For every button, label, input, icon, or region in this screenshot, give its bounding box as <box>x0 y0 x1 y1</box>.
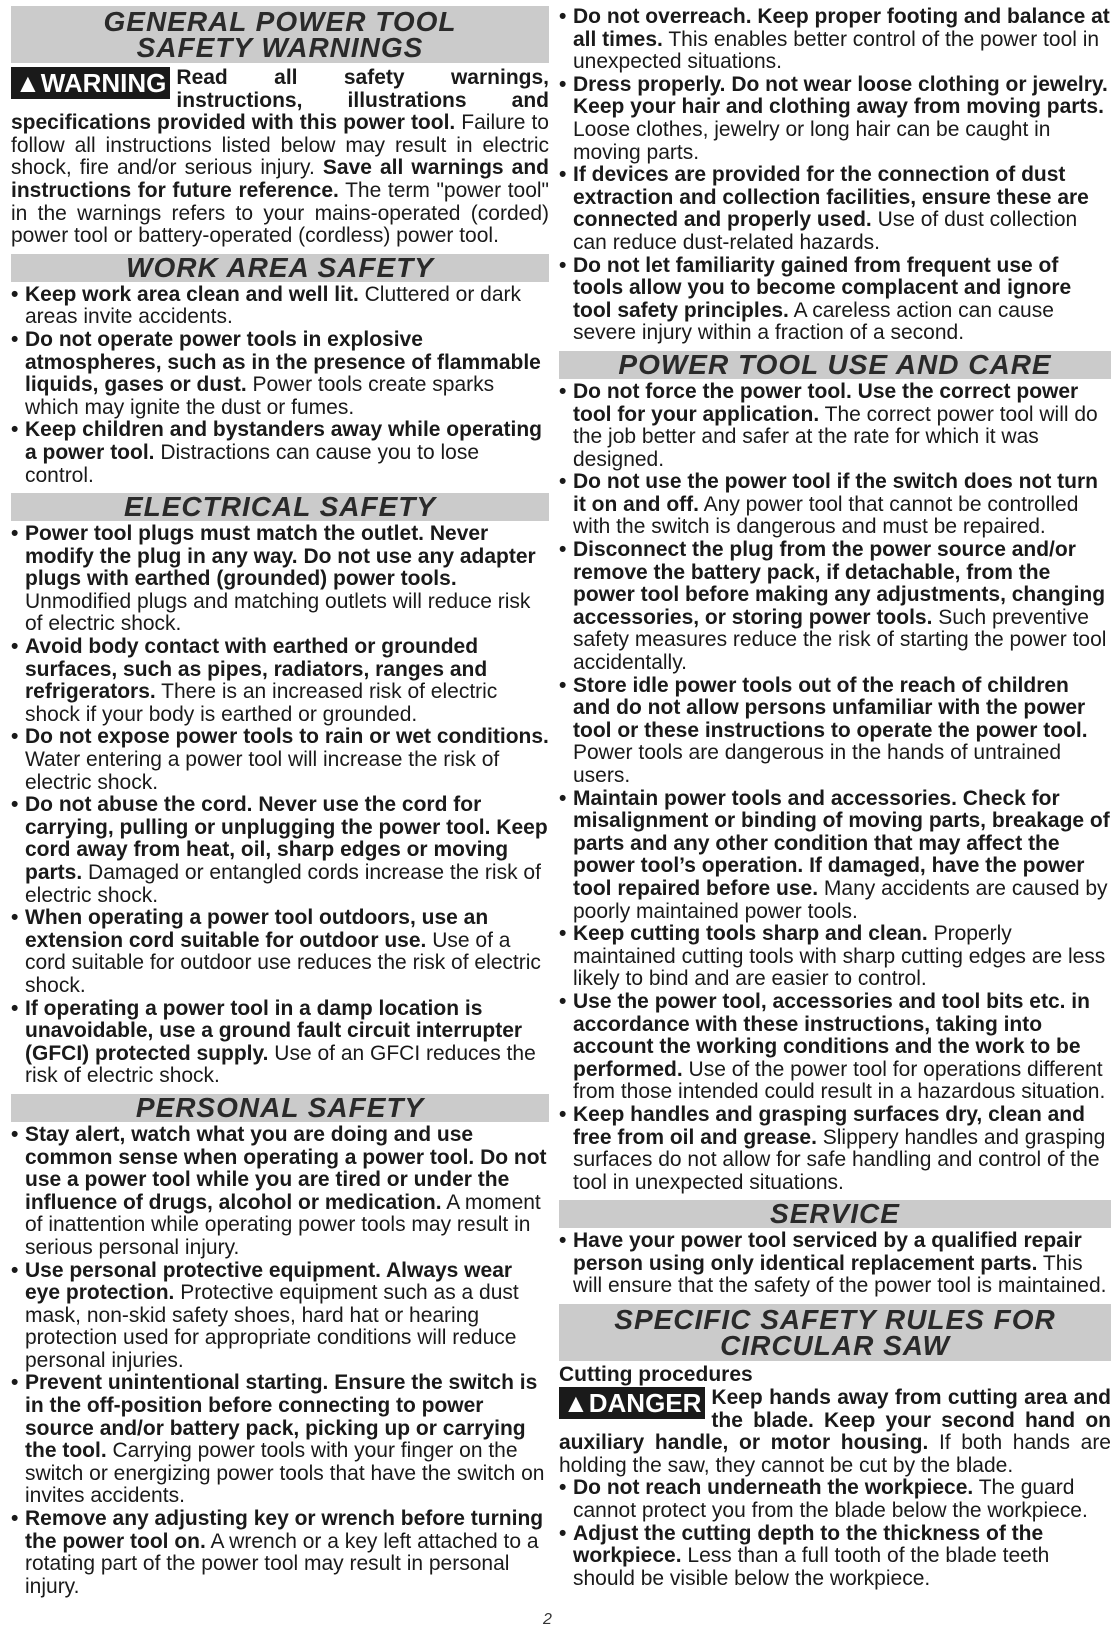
heading-line: SAFETY WARNINGS <box>136 32 424 63</box>
bullet-icon: • <box>11 418 19 442</box>
bullet-icon: • <box>559 922 567 946</box>
safety-item <box>11 794 549 907</box>
safety-item-explanation: Damaged or entangled cords increase the risk of electric shock. <box>25 861 541 907</box>
safety-item <box>11 523 549 636</box>
safety-item-bold: Avoid body contact with earthed or grounded surfaces, such as pipes, radiators, ranges and refrigerators. <box>25 635 488 704</box>
safety-item-explanation: A careless action can cause severe injury within a fraction of a second. <box>573 298 1054 345</box>
work-area-list <box>11 284 549 487</box>
safety-item-explanation: Less than a full tooth of the blade teeth should be visible below the workpiece. <box>573 1544 1050 1590</box>
safety-item-bold: Prevent unintentional starting. Ensure the switch is in the off-position before connecting to power source and/or battery pack, picking up or carrying the tool. <box>25 1371 538 1463</box>
safety-item-text <box>25 1372 549 1508</box>
electrical-heading: ELECTRICAL SAFETY <box>11 493 549 521</box>
safety-item <box>559 991 1111 1104</box>
safety-item-explanation: Properly maintained cutting tools with sharp cutting edges are less likely to bind and are easier to control. <box>573 922 1106 991</box>
bullet-icon: • <box>559 163 567 187</box>
safety-item <box>11 1260 549 1373</box>
bullet-icon: • <box>559 72 567 96</box>
safety-item-explanation: Power tools create sparks which may ignite the dust or fumes. <box>25 373 495 419</box>
safety-item-bold: Use personal protective equipment. Always wear eye protection. <box>25 1258 513 1305</box>
safety-item-explanation: Carrying power tools with your finger on the switch or energizing power tools that have the switch on invites accidents. <box>25 1439 545 1508</box>
warning-label: ▲WARNING <box>11 67 170 99</box>
safety-item <box>559 381 1111 471</box>
bullet-icon: • <box>559 253 567 277</box>
safety-item-explanation: Water entering a power tool will increase the risk of electric shock. <box>25 748 500 794</box>
safety-item-bold: When operating a power tool outdoors, use an extension cord suitable for outdoor use. <box>25 906 489 952</box>
bullet-icon: • <box>11 1371 19 1395</box>
safety-item-text <box>25 907 549 997</box>
bullet-icon: • <box>11 906 19 930</box>
safety-item <box>559 1477 1111 1522</box>
bullet-icon: • <box>559 673 567 697</box>
warning-triangle-icon: ▲ <box>15 68 41 98</box>
safety-item-bold: Keep children and bystanders away while operating a power tool. <box>25 418 542 464</box>
left-column <box>11 6 549 1598</box>
safety-item-explanation: The correct power tool will do the job better and safer at the rate for which it was designed. <box>573 402 1098 471</box>
safety-item-bold: Do not let familiarity gained from frequent use of tools allow you to become complacent and ignore tool safety principles. <box>573 253 1072 322</box>
heading-line: GENERAL POWER TOOL <box>103 6 457 37</box>
safety-item-text <box>573 1477 1111 1522</box>
general-warning-paragraph: ▲WARNING Read all safety warnings, instructions, illustrations and specifications provided with this power tool. Failure to follow all instructions listed below may result in electric shock, fire and/or serious injury. Save all warnings and instructions for future reference. The term "power tool" in the warnings refers to your mains-operated (corded) power tool or battery-operated (cordless) power tool. <box>11 66 550 248</box>
safety-item-text <box>25 1260 549 1373</box>
safety-item-bold: Do not abuse the cord. Never use the cord for carrying, pulling or unplugging the power tool. Keep cord away from heat, oil, sharp edges or moving parts. <box>25 793 548 884</box>
safety-item-explanation: A moment of inattention while operating power tools may result in serious personal injury. <box>25 1190 541 1259</box>
safety-item <box>559 675 1111 788</box>
safety-item <box>559 923 1111 991</box>
safety-item <box>11 907 549 997</box>
safety-item-text <box>573 164 1111 254</box>
safety-item-text <box>573 788 1111 924</box>
safety-item-bold: Disconnect the plug from the power source and/or remove the battery pack, if detachable, from the power tool before making any adjustments, changing accessories, or storing power tools. <box>573 538 1106 629</box>
safety-item-explanation: This will ensure that the safety of the power tool is maintained. <box>573 1251 1107 1298</box>
safety-item-bold: If operating a power tool in a damp location is unavoidable, use a ground fault circuit interrupter (GFCI) protected supply. <box>25 996 523 1065</box>
safety-item-text <box>573 471 1111 539</box>
safety-item-bold: Do not use the power tool if the switch does not turn it on and off. <box>573 470 1098 516</box>
safety-item-text <box>573 675 1111 788</box>
safety-item-bold: Store idle power tools out of the reach of children and do not allow persons unfamiliar with the power tool or these instructions to operate the power tool. <box>573 673 1088 742</box>
safety-item-explanation: Loose clothes, jewelry or long hair can be caught in moving parts. <box>573 117 1051 164</box>
safety-item-bold: Power tool plugs must match the outlet. Never modify the plug in any way. Do not use any adapter plugs with earthed (grounded) power tools. <box>25 522 536 591</box>
safety-item <box>559 6 1111 74</box>
safety-item <box>559 471 1111 539</box>
bullet-icon: • <box>11 725 19 749</box>
safety-item-bold: Do not force the power tool. Use the correct power tool for your application. <box>573 379 1079 426</box>
electrical-list <box>11 523 549 1088</box>
safety-item-explanation: A wrench or a key left attached to a rotating part of the power tool may result in personal injury. <box>25 1529 539 1598</box>
cutting-procedures-subhead: Cutting procedures <box>559 1363 753 1387</box>
safety-item-explanation: Use of dust collection can reduce dust-related hazards. <box>573 208 1078 254</box>
bullet-icon: • <box>559 470 567 494</box>
service-heading: SERVICE <box>559 1200 1111 1228</box>
safety-item-text <box>573 255 1111 345</box>
safety-item-explanation: Use of an GFCI reduces the risk of electric shock. <box>25 1041 536 1088</box>
safety-item-explanation: There is an increased risk of electric shock if your body is earthed or grounded. <box>25 680 498 726</box>
safety-item <box>559 1523 1111 1591</box>
specific-rules-heading <box>559 1304 1111 1361</box>
safety-item <box>559 255 1111 345</box>
bullet-icon: • <box>559 1521 567 1545</box>
safety-item-bold: Keep handles and grasping surfaces dry, clean and free from oil and grease. <box>573 1102 1085 1149</box>
safety-item <box>559 164 1111 254</box>
safety-item-bold: Dress properly. Do not wear loose clothing or jewelry. Keep your hair and clothing away from moving parts. <box>573 72 1108 119</box>
safety-item-explanation: Protective equipment such as a dust mask, non-skid safety shoes, hard hat or hearing protection used for appropriate conditions will reduce personal injuries. <box>25 1281 519 1372</box>
safety-item <box>559 539 1111 675</box>
safety-item <box>11 1372 549 1508</box>
safety-item-bold: Have your power tool serviced by a qualified repair person using only identical replacement parts. <box>573 1229 1082 1275</box>
bullet-icon: • <box>11 1507 19 1531</box>
safety-item <box>559 74 1111 164</box>
safety-item-text <box>573 539 1111 675</box>
safety-item <box>11 284 549 329</box>
safety-item-explanation: Use of the power tool for operations different from those intended could result in a hazardous situation. <box>573 1057 1106 1104</box>
safety-item-bold: Use the power tool, accessories and tool bits etc. in accordance with these instructions, taking into account the working conditions and the work to be performed. <box>573 989 1090 1081</box>
safety-item <box>559 788 1111 924</box>
safety-item-text <box>25 419 549 487</box>
bullet-icon: • <box>11 522 19 546</box>
safety-item <box>11 1508 549 1598</box>
safety-item-explanation: This enables better control of the power tool in unexpected situations. <box>573 27 1100 74</box>
bullet-icon: • <box>559 1476 567 1500</box>
danger-triangle-icon: ▲ <box>563 1388 589 1419</box>
safety-item-text <box>25 1124 549 1260</box>
safety-item-bold: Do not expose power tools to rain or wet conditions. <box>25 725 549 749</box>
use-care-heading: POWER TOOL USE AND CARE <box>559 351 1111 379</box>
safety-item-text <box>573 1523 1111 1591</box>
safety-item-text <box>573 991 1111 1104</box>
bullet-icon: • <box>559 379 567 403</box>
bullet-icon: • <box>11 282 19 306</box>
bullet-icon: • <box>559 5 567 28</box>
safety-item-bold: Keep cutting tools sharp and clean. <box>573 922 928 946</box>
heading-line: SPECIFIC SAFETY RULES FOR <box>614 1304 1056 1336</box>
bullet-icon: • <box>559 786 567 810</box>
danger-label: ▲DANGER <box>559 1387 705 1419</box>
safety-item-text <box>573 1230 1111 1298</box>
safety-item <box>11 1124 549 1260</box>
safety-item-explanation: Use of a cord suitable for outdoor use reduces the risk of electric shock. <box>25 928 541 997</box>
safety-item-text <box>573 1104 1111 1194</box>
safety-item <box>11 636 549 726</box>
safety-item-text <box>573 923 1111 991</box>
general-safety-heading <box>11 6 549 63</box>
personal-list <box>11 1124 549 1598</box>
bullet-icon: • <box>11 996 19 1020</box>
safety-item-bold: Adjust the cutting depth to the thickness of the workpiece. <box>573 1521 1044 1568</box>
safety-item-text <box>25 329 549 419</box>
safety-item-text <box>25 284 549 329</box>
bullet-icon: • <box>559 538 567 562</box>
safety-item-text <box>25 636 549 726</box>
safety-item-bold: Do not reach underneath the workpiece. <box>573 1476 974 1500</box>
service-list <box>559 1230 1111 1298</box>
safety-item-explanation: The guard cannot protect you from the blade below the workpiece. <box>573 1476 1088 1523</box>
safety-item-text <box>573 6 1111 74</box>
bullet-icon: • <box>559 1102 567 1126</box>
safety-item-text <box>25 523 549 636</box>
safety-item-explanation: Unmodified plugs and matching outlets will reduce risk of electric shock. <box>25 589 531 636</box>
bullet-icon: • <box>11 635 19 659</box>
safety-item <box>11 998 549 1088</box>
safety-item <box>559 1230 1111 1298</box>
specific-rules-list <box>559 1477 1111 1590</box>
safety-item-explanation: Distractions can cause you to lose control. <box>25 440 480 487</box>
danger-paragraph: ▲DANGER Keep hands away from cutting area and the blade. Keep your second hand on auxiliary handle, or motor housing. If both hands are holding the saw, they cannot be cut by the blade. <box>559 1386 1111 1477</box>
bullet-icon: • <box>559 989 567 1013</box>
safety-item-text <box>573 381 1111 471</box>
safety-item <box>11 329 549 419</box>
safety-item-text <box>573 74 1111 164</box>
use-care-list <box>559 381 1111 1194</box>
safety-item-bold: Keep work area clean and well lit. <box>25 282 359 306</box>
safety-item-bold: Stay alert, watch what you are doing and use common sense when operating a power tool. Do not use a power tool while you are tired or under the influence of drugs, alcohol or medication. <box>25 1122 547 1214</box>
safety-item <box>11 419 549 487</box>
safety-item-explanation: Such preventive safety measures reduce the risk of starting the power tool accidentally. <box>573 605 1107 675</box>
safety-item-explanation: Cluttered or dark areas invite accidents. <box>25 282 522 329</box>
safety-item-explanation: Any power tool that cannot be controlled with the switch is dangerous and must be repaired. <box>573 492 1079 539</box>
heading-line: CIRCULAR SAW <box>720 1330 950 1362</box>
safety-item-explanation: Many accidents are caused by poorly maintained power tools. <box>573 876 1108 923</box>
safety-item-bold: Do not operate power tools in explosive atmospheres, such as in the presence of flammable liquids, gases or dust. <box>25 327 541 397</box>
safety-item-bold: Remove any adjusting key or wrench before turning the power tool on. <box>25 1507 544 1553</box>
safety-item-bold: Maintain power tools and accessories. Check for misalignment or binding of moving parts, breakage of parts and any other condition that may affect the power tool’s operation. If damaged, have the power tool repaired before use. <box>573 786 1110 900</box>
bullet-icon: • <box>11 793 19 817</box>
safety-item-text <box>25 998 549 1088</box>
safety-item <box>11 726 549 794</box>
safety-item-bold: Do not overreach. Keep proper footing and balance at all times. <box>573 5 1110 51</box>
bullet-icon: • <box>11 327 19 351</box>
work-area-heading: WORK AREA SAFETY <box>11 254 549 282</box>
safety-item-text <box>25 794 549 907</box>
personal-heading: PERSONAL SAFETY <box>11 1094 549 1122</box>
safety-item-explanation: Power tools are dangerous in the hands of untrained users. <box>573 741 1061 787</box>
safety-item-text <box>25 726 549 794</box>
bullet-icon: • <box>11 1122 19 1146</box>
bullet-icon: • <box>11 1258 19 1282</box>
safety-item <box>559 1104 1111 1194</box>
bullet-icon: • <box>559 1229 567 1253</box>
safety-item-text <box>25 1508 549 1598</box>
safety-item-bold: If devices are provided for the connection of dust extraction and collection facilities, ensure these are connected and properly used. <box>573 163 1089 232</box>
right-column <box>559 6 1111 1590</box>
page-number: 2 <box>543 1611 552 1628</box>
personal-continued-list <box>559 6 1111 345</box>
safety-item-explanation: Slippery handles and grasping surfaces do not allow for safe handling and control of the tool in unexpected situations. <box>573 1125 1106 1194</box>
